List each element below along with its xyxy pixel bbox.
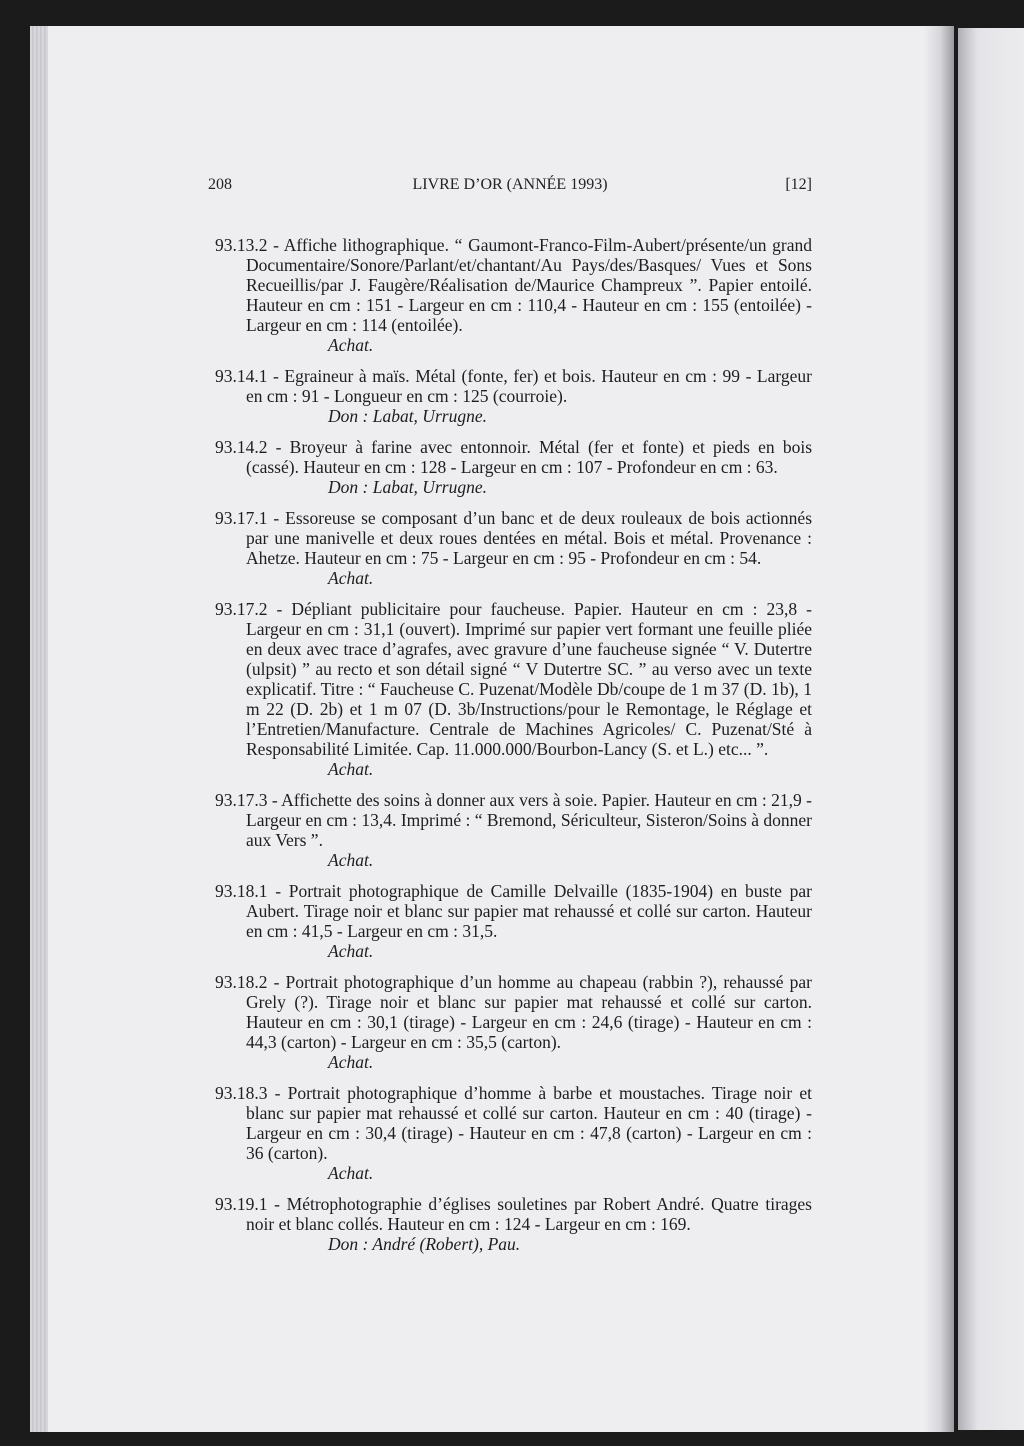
page-number: 208 <box>208 176 232 193</box>
catalogue-entry <box>215 972 812 1072</box>
catalogue-entry <box>215 1083 812 1183</box>
facing-page-edge <box>958 28 1024 1430</box>
entry-source: Achat. <box>328 335 374 355</box>
entry-source: Achat. <box>328 759 374 779</box>
entry-text: 93.14.2 - Broyeur à farine avec entonnoir. Métal (fer et fonte) et pieds en bois (cassé). Hauteur en cm : 128 - Largeur en cm : 107 - Profondeur en cm : 63. <box>215 437 812 477</box>
entry-source: Achat. <box>328 1052 374 1072</box>
entry-text: 93.13.2 - Affiche lithographique. “ Gaumont-Franco-Film-Aubert/présente/un grand Documentaire/Sonore/Parlant/et/chantant/Au Pays/des/Basques/ Vues et Sons Recueillis/par J. Faugère/Réalisation de/Maurice Champreux ”. Papier entoilé. Hauteur en cm : 151 - Largeur en cm : 110,4 - Hauteur en cm : 155 (entoilée) - Largeur en cm : 114 (entoilée). <box>215 235 812 335</box>
entry-source: Achat. <box>328 941 374 961</box>
section-number: [12] <box>785 176 812 193</box>
running-header <box>208 176 812 198</box>
catalogue-entry <box>215 366 812 426</box>
entry-text: 93.18.2 - Portrait photographique d’un homme au chapeau (rabbin ?), rehaussé par Grely (?). Tirage noir et blanc sur papier mat rehaussé et collé sur carton. Hauteur en cm : 30,1 (tirage) - Largeur en cm : 24,6 (tirage) - Hauteur en cm : 44,3 (carton) - Largeur en cm : 35,5 (carton). <box>215 972 812 1052</box>
entry-text: 93.18.3 - Portrait photographique d’homme à barbe et moustaches. Tirage noir et blanc sur papier mat rehaussé et collé sur carton. Hauteur en cm : 40 (tirage) - Largeur en cm : 30,4 (tirage) - Hauteur en cm : 47,8 (carton) - Largeur en cm : 36 (carton). <box>215 1083 812 1163</box>
catalogue-entry <box>215 235 812 355</box>
catalogue-entry <box>215 437 812 497</box>
entry-source: Don : André (Robert), Pau. <box>328 1234 521 1254</box>
book-gutter-shadow <box>924 26 954 1432</box>
catalogue-entry <box>215 881 812 961</box>
entry-text: 93.17.1 - Essoreuse se composant d’un banc et de deux rouleaux de bois actionnés par une manivelle et deux roues dentées en métal. Bois et métal. Provenance : Ahetze. Hauteur en cm : 75 - Largeur en cm : 95 - Profondeur en cm : 54. <box>215 508 812 568</box>
entry-source: Achat. <box>328 1163 374 1183</box>
catalogue-entry <box>215 599 812 779</box>
entry-text: 93.19.1 - Métrophotographie d’églises souletines par Robert André. Quatre tirages noir et blanc collés. Hauteur en cm : 124 - Largeur en cm : 169. <box>215 1194 812 1234</box>
entry-text: 93.14.1 - Egraineur à maïs. Métal (fonte, fer) et bois. Hauteur en cm : 99 - Largeur en cm : 91 - Longueur en cm : 125 (courroie). <box>215 366 812 406</box>
catalogue-entry <box>215 790 812 870</box>
catalogue-entry <box>215 508 812 588</box>
entry-text: 93.18.1 - Portrait photographique de Camille Delvaille (1835-1904) en buste par Aubert. Tirage noir et blanc sur papier mat rehaussé et collé sur carton. Hauteur en cm : 41,5 - Largeur en cm : 31,5. <box>215 881 812 941</box>
entry-source: Don : Labat, Urrugne. <box>328 477 487 497</box>
catalogue-entries <box>215 235 812 1265</box>
running-title: LIVRE D’OR (ANNÉE 1993) <box>412 176 608 193</box>
entry-source: Don : Labat, Urrugne. <box>328 406 487 426</box>
entry-text: 93.17.3 - Affichette des soins à donner aux vers à soie. Papier. Hauteur en cm : 21,9 - Largeur en cm : 13,4. Imprimé : “ Bremond, Sériculteur, Sisteron/Soins à donner aux Vers ”. <box>215 790 812 850</box>
entry-source: Achat. <box>328 850 374 870</box>
entry-source: Achat. <box>328 568 374 588</box>
catalogue-entry <box>215 1194 812 1254</box>
page-stack-edge <box>30 26 48 1432</box>
entry-text: 93.17.2 - Dépliant publicitaire pour faucheuse. Papier. Hauteur en cm : 23,8 - Largeur en cm : 31,1 (ouvert). Imprimé sur papier vert formant une feuille pliée en deux avec trace d’agrafes, avec gravure d’une faucheuse signée “ V. Dutertre (ulpsit) ” au recto et son détail signé “ V Dutertre SC. ” au verso avec un texte explicatif. Titre : “ Faucheuse C. Puzenat/Modèle Db/coupe de 1 m 37 (D. 1b), 1 m 22 (D. 2b) et 1 m 07 (D. 3b/Instructions/pour le Remontage, le Réglage et l’Entretien/Manufacture. Centrale de Machines Agricoles/ C. Puzenat/Sté à Responsabilité Limitée. Cap. 11.000.000/Bourbon-Lancy (S. et L.) etc... ”. <box>215 599 812 759</box>
